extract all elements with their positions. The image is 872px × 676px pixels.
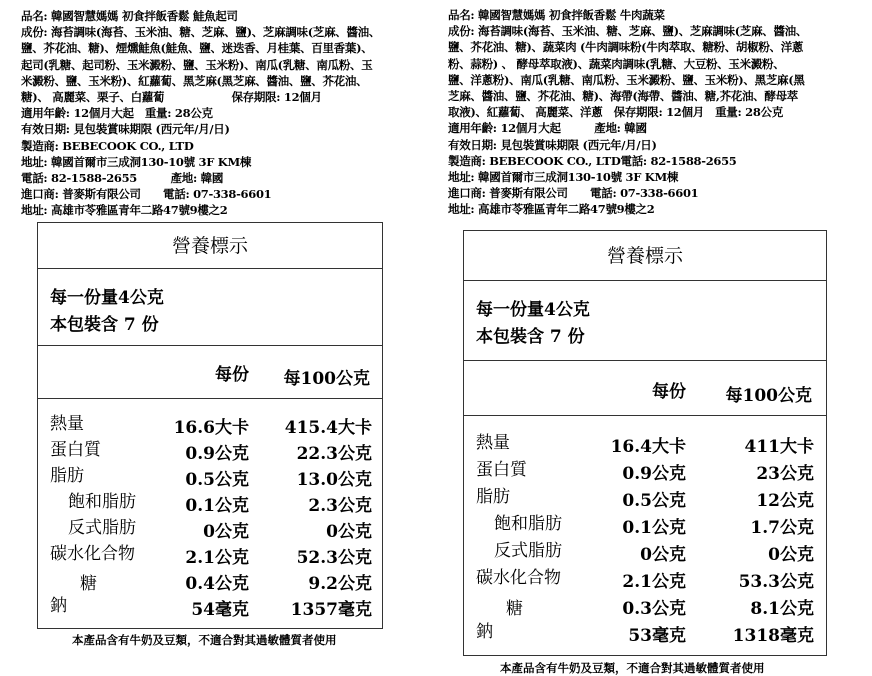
nutrition-row (38, 465, 382, 489)
per-serving-value: 16.4大卡 (610, 437, 686, 457)
info-line: 粉、蒜粉) 、 酵母萃取液)、蔬菜肉調味(乳糖、大豆粉、玉米澱粉、 (448, 56, 785, 71)
per-serving-value: 0.4公克 (185, 574, 249, 594)
info-line: 製造商: BEBECOOK CO., LTD電話: 82-1588-2655 (448, 153, 737, 168)
per-serving-header: 每份 (215, 365, 249, 385)
info-line: 適用年齡: 12個月大起 重量: 28公克 (21, 106, 213, 121)
nutrition-row (38, 491, 382, 515)
left-nutrition-table (37, 222, 383, 629)
per-100g-header: 每100公克 (725, 386, 812, 406)
per-100g-value: 0公克 (768, 545, 814, 565)
per-serving-value: 0.5公克 (622, 491, 686, 511)
right-product-info (448, 7, 807, 218)
info-line: 鹽、芥花油、糖)、煙燻鮭魚(鮭魚、鹽、迷迭香、月桂葉、百里香葉)、 (21, 41, 373, 56)
servings-per-package: 本包裝含 7 份 (50, 315, 159, 335)
nutrient-label: 飽和脂肪 (68, 492, 136, 512)
info-line: 米澱粉、鹽、玉米粉)、紅蘿蔔、黑芝麻(黑芝麻、醬油、鹽、芥花油、 (21, 73, 368, 88)
per-100g-value: 13.0公克 (296, 470, 372, 490)
nutrient-label: 糖 (80, 574, 97, 594)
nutrition-row (464, 567, 826, 591)
nutrition-row (464, 621, 826, 645)
info-line: 進口商: 普麥斯有限公司 電話: 07-338-6601 (448, 186, 699, 201)
nutrient-label: 蛋白質 (476, 460, 527, 480)
nutrition-row (38, 413, 382, 437)
info-line: 芝麻、醬油、鹽、芥花油、糖)、海帶(海帶、醬油、糖,芥花油、酵母萃 (448, 89, 798, 104)
nutrient-label: 碳水化合物 (50, 544, 135, 564)
per-serving-value: 0公克 (203, 522, 249, 542)
info-line: 有效日期: 見包裝賞味期限 (西元年/月/日) (21, 122, 230, 137)
info-line: 進口商: 普麥斯有限公司 電話: 07-338-6601 (21, 187, 272, 202)
per-100g-value: 53.3公克 (738, 572, 814, 592)
per-100g-value: 9.2公克 (308, 574, 372, 594)
nutrition-row (38, 439, 382, 463)
nutrition-row (464, 513, 826, 537)
nutrient-label: 糖 (506, 599, 523, 619)
per-100g-value: 411大卡 (744, 437, 814, 457)
per-100g-value: 1318毫克 (732, 626, 814, 646)
nutrition-row (38, 543, 382, 567)
nutrient-label: 反式脂肪 (494, 541, 562, 561)
table-title: 營養標示 (38, 223, 382, 269)
info-line: 品名: 韓國智慧媽媽 初食拌飯香鬆 牛肉蔬菜 (448, 8, 665, 22)
per-serving-value: 2.1公克 (185, 548, 249, 568)
info-line: 有效日期: 見包裝賞味期限 (西元年/月/日) (448, 137, 657, 152)
per-serving-value: 0.1公克 (185, 496, 249, 516)
info-line: 地址: 高雄市苓雅區青年二路47號9樓之2 (448, 202, 655, 217)
right-allergen-notice: 本產品含有牛奶及豆類，不適合對其過敏體質者使用 (500, 661, 765, 675)
nutrition-row (464, 432, 826, 456)
nutrient-label: 飽和脂肪 (494, 514, 562, 534)
per-serving-header: 每份 (652, 382, 686, 402)
table-title: 營養標示 (464, 231, 826, 281)
info-line: 鹽、洋蔥粉)、南瓜(乳糖、南瓜粉、玉米澱粉、鹽、玉米粉)、黑芝麻(黑 (448, 72, 805, 87)
per-100g-value: 52.3公克 (296, 548, 372, 568)
per-serving-value: 0.9公克 (622, 464, 686, 484)
per-100g-value: 0公克 (326, 522, 372, 542)
info-line: 地址: 高雄市苓雅區青年二路47號9樓之2 (21, 203, 228, 218)
nutrient-label: 蛋白質 (50, 440, 101, 460)
per-100g-value: 415.4大卡 (284, 418, 372, 438)
per-serving-value: 54毫克 (191, 600, 249, 620)
left-product-info (21, 8, 380, 219)
info-line: 電話: 82-1588-2655 產地: 韓國 (21, 171, 224, 186)
nutrient-label: 鈉 (50, 596, 67, 616)
per-100g-value: 1357毫克 (290, 600, 372, 620)
info-line: 地址: 韓國首爾市三成洞130-10號 3F KM棟 (21, 154, 252, 169)
nutrient-label: 熱量 (476, 433, 510, 453)
nutrient-label: 反式脂肪 (68, 518, 136, 538)
nutrition-row (38, 595, 382, 619)
per-100g-value: 23公克 (756, 464, 814, 484)
per-serving-value: 0.5公克 (185, 470, 249, 490)
per-serving-value: 16.6大卡 (173, 418, 249, 438)
serving-size: 每一份量4公克 (476, 300, 590, 320)
serving-size: 每一份量4公克 (50, 288, 164, 308)
info-line: 糖)、 高麗菜、栗子、白蘿蔔 保存期限: 12個月 (21, 90, 322, 105)
nutrient-label: 熱量 (50, 414, 84, 434)
per-100g-value: 12公克 (756, 491, 814, 511)
per-100g-value: 1.7公克 (750, 518, 814, 538)
info-line: 起司(乳糖、起司粉、玉米澱粉、鹽、玉米粉)、南瓜(乳糖、南瓜粉、玉 (21, 57, 373, 72)
nutrient-label: 碳水化合物 (476, 568, 561, 588)
nutrition-row (38, 569, 382, 593)
info-line: 成份: 海苔調味(海苔、玉米油、糖、芝麻、鹽)、芝麻調味(芝麻、醬油、 (21, 25, 381, 40)
nutrition-row (38, 517, 382, 541)
info-line: 取液)、紅蘿蔔、 高麗菜、洋蔥 保存期限: 12個月 重量: 28公克 (448, 105, 783, 120)
servings-per-package: 本包裝含 7 份 (476, 327, 585, 347)
per-100g-value: 8.1公克 (750, 599, 814, 619)
nutrition-row (464, 540, 826, 564)
per-100g-value: 2.3公克 (308, 496, 372, 516)
nutrient-label: 鈉 (476, 622, 493, 642)
per-serving-value: 0.9公克 (185, 444, 249, 464)
nutrition-row (464, 486, 826, 510)
per-serving-value: 0.1公克 (622, 518, 686, 538)
per-100g-header: 每100公克 (283, 369, 370, 389)
per-serving-value: 0.3公克 (622, 599, 686, 619)
nutrition-row (464, 459, 826, 483)
nutrient-label: 脂肪 (50, 466, 84, 486)
per-100g-value: 22.3公克 (296, 444, 372, 464)
info-line: 品名: 韓國智慧媽媽 初食拌飯香鬆 鮭魚起司 (21, 9, 238, 23)
nutrition-row (464, 594, 826, 618)
per-serving-value: 2.1公克 (622, 572, 686, 592)
left-allergen-notice: 本產品含有牛奶及豆類，不適合對其過敏體質者使用 (72, 633, 337, 647)
per-serving-value: 53毫克 (628, 626, 686, 646)
info-line: 成份: 海苔調味(海苔、玉米油、糖、芝麻、鹽)、芝麻調味(芝麻、醬油、 (448, 24, 808, 39)
right-nutrition-table (463, 230, 827, 656)
per-serving-value: 0公克 (640, 545, 686, 565)
info-line: 地址: 韓國首爾市三成洞130-10號 3F KM棟 (448, 170, 679, 185)
info-line: 鹽、芥花油、糖)、蔬菜肉 (牛肉調味粉(牛肉萃取、糖粉、胡椒粉、洋蔥 (448, 40, 804, 55)
info-line: 適用年齡: 12個月大起 產地: 韓國 (448, 121, 647, 136)
nutrient-label: 脂肪 (476, 487, 510, 507)
info-line: 製造商: BEBECOOK CO., LTD (21, 138, 194, 153)
